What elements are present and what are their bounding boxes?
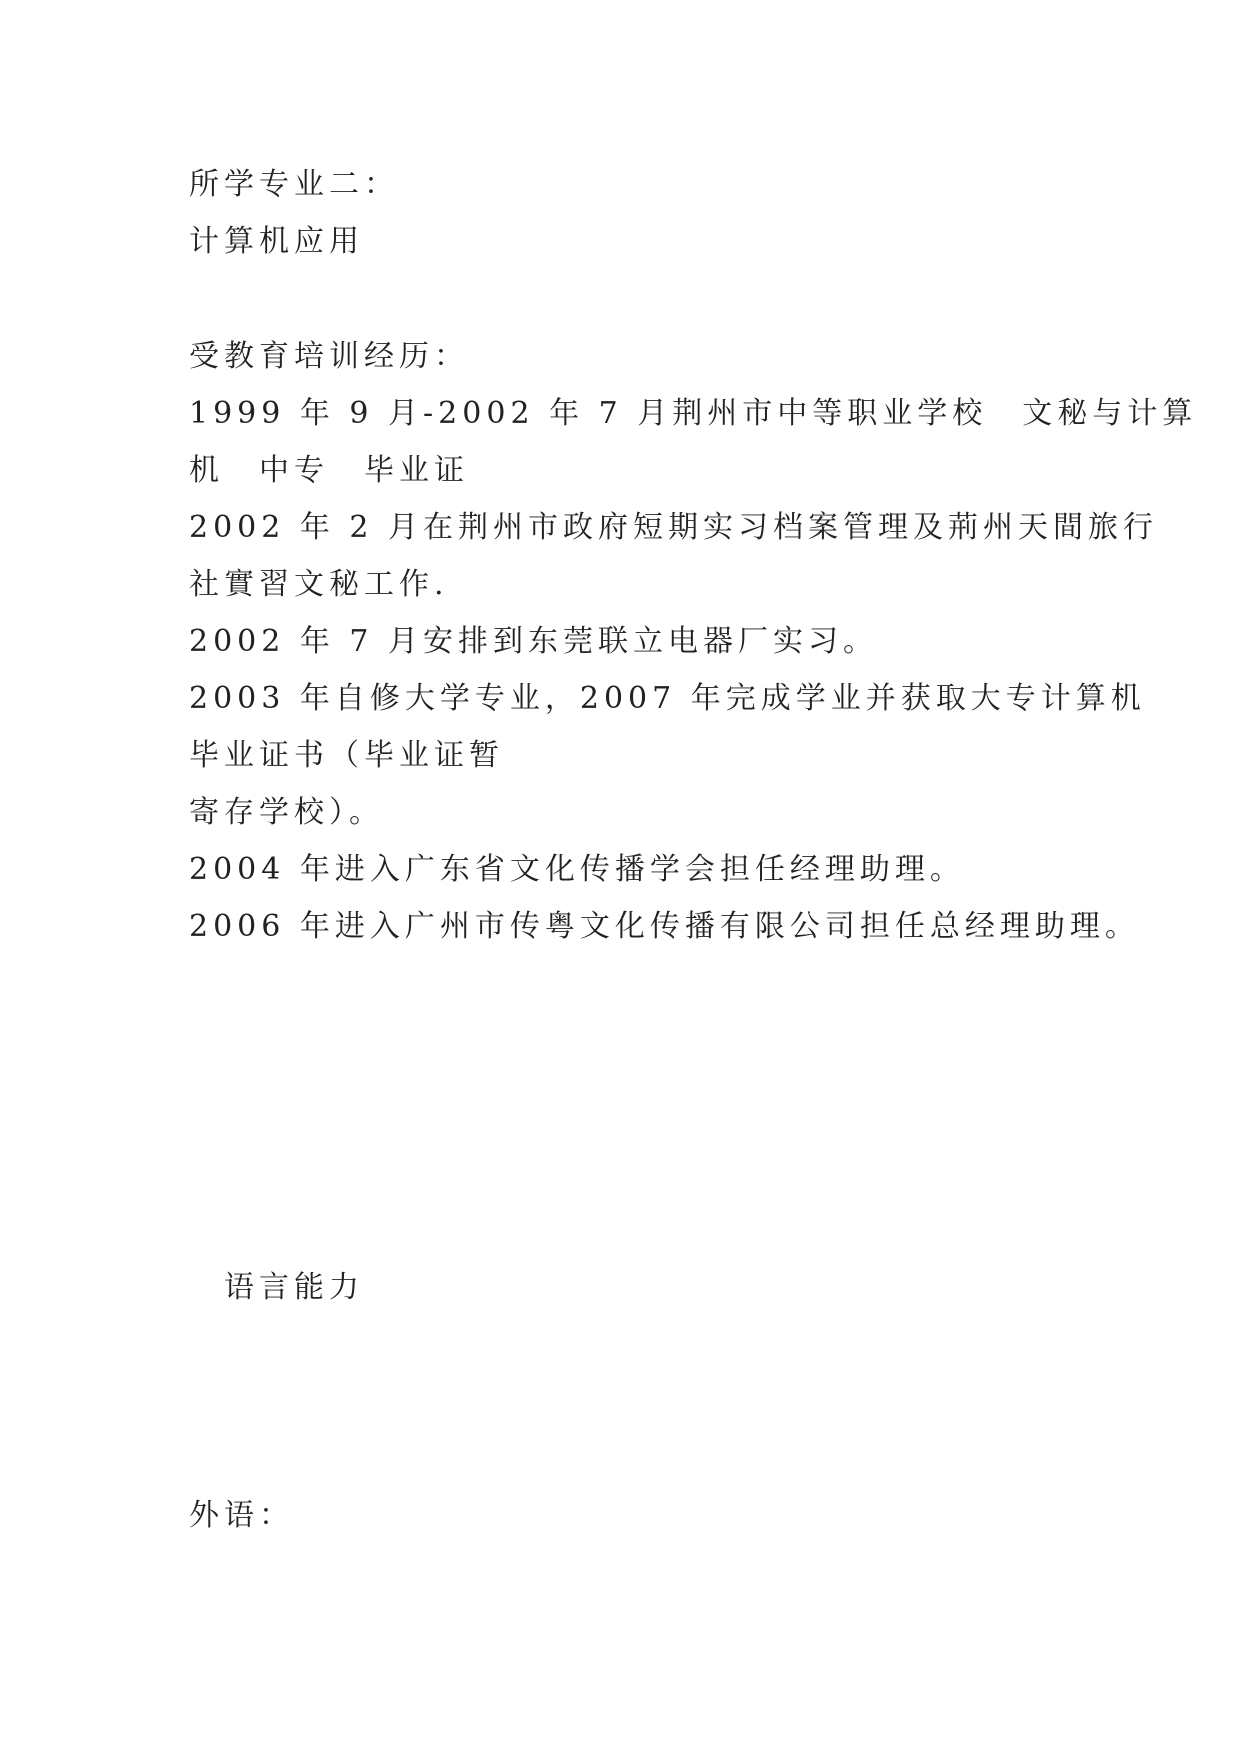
education-line: 社實習文秘工作. bbox=[189, 567, 449, 602]
education-line: 2004 年进入广东省文化传播学会担任经理助理。 bbox=[189, 852, 965, 887]
education-line: 毕业证书（毕业证暂 bbox=[189, 738, 504, 773]
education-line: 机 中专 毕业证 bbox=[189, 453, 469, 488]
education-line: 2006 年进入广州市传粤文化传播有限公司担任总经理助理。 bbox=[189, 909, 1140, 944]
education-heading: 受教育培训经历： bbox=[189, 339, 469, 374]
foreign-language-label: 外语： bbox=[189, 1498, 294, 1533]
language-heading: 语言能力 bbox=[189, 1270, 364, 1305]
major-two-value: 计算机应用 bbox=[189, 224, 364, 259]
education-line: 2002 年 7 月安排到东莞联立电器厂实习。 bbox=[189, 624, 879, 659]
education-line: 1999 年 9 月-2002 年 7 月荆州市中等职业学校 文秘与计算 bbox=[189, 396, 1198, 431]
major-two-label: 所学专业二： bbox=[189, 167, 399, 202]
education-line: 2003 年自修大学专业，2007 年完成学业并获取大专计算机 bbox=[189, 681, 1146, 716]
education-line: 2002 年 2 月在荆州市政府短期实习档案管理及荊州天間旅行 bbox=[189, 510, 1159, 545]
education-line: 寄存学校）。 bbox=[189, 795, 384, 830]
